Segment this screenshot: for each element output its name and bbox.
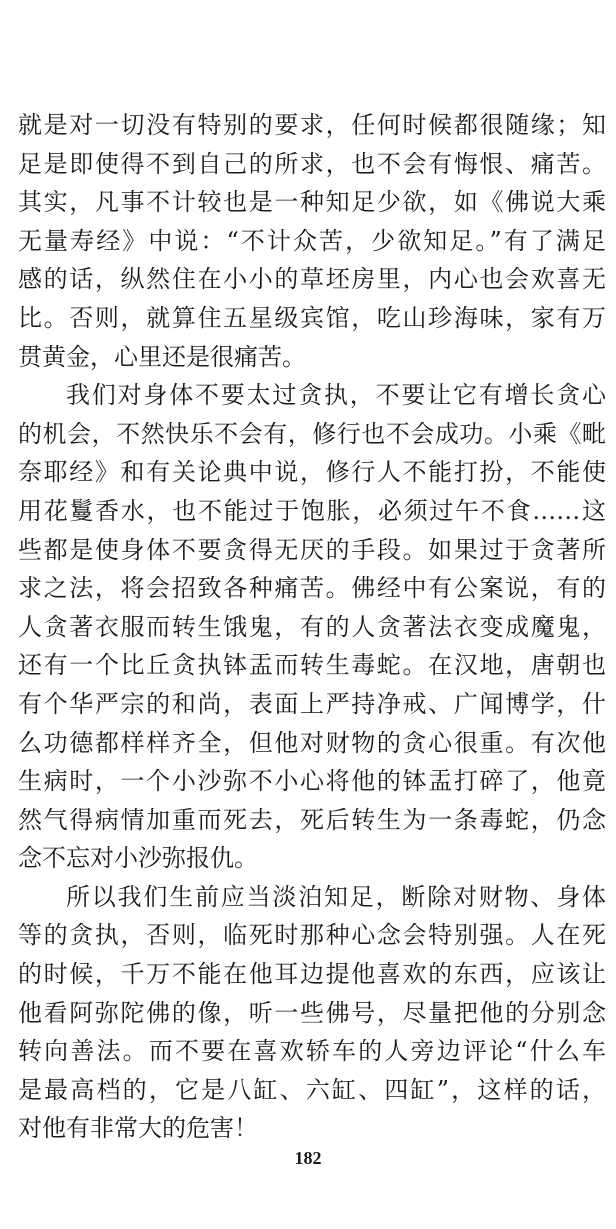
text-line: 的时候，千万不能在他耳边提他喜欢的东西，应该让	[18, 960, 606, 989]
text-line: 些都是使身体不要贪得无厌的手段。如果过于贪著所	[18, 535, 606, 564]
text-line: 他看阿弥陀佛的像，听一些佛号，尽量把他的分别念	[18, 998, 606, 1027]
text-line: 念不忘对小沙弥报仇。	[18, 844, 258, 873]
text-line: 有个华严宗的和尚，表面上严持净戒、广闻博学，什	[18, 689, 606, 718]
text-line: 用花鬘香水，也不能过于饱胀，必须过午不食……这	[18, 496, 606, 525]
text-line: 转向善法。而不要在喜欢轿车的人旁边评论“什么车	[18, 1037, 606, 1066]
text-line: 贯黄金，心里还是很痛苦。	[18, 342, 306, 371]
text-line: 么功德都样样齐全，但他对财物的贪心很重。有次他	[18, 728, 606, 757]
text-line: 奈耶经》和有关论典中说，修行人不能打扮，不能使	[18, 458, 606, 487]
body-text	[18, 106, 606, 1148]
text-line: 的机会，不然快乐不会有，修行也不会成功。小乘《毗	[18, 419, 606, 448]
text-line: 等的贪执，否则，临死时那种心念会特别强。人在死	[18, 921, 606, 950]
text-line: 其实，凡事不计较也是一种知足少欲，如《佛说大乘	[18, 188, 606, 217]
text-line: 对他有非常大的危害！	[18, 1114, 258, 1143]
text-line: 是最高档的，它是八缸、六缸、四缸”，这样的话，	[18, 1075, 606, 1104]
text-line: 比。否则，就算住五星级宾馆，吃山珍海味，家有万	[18, 303, 606, 332]
page-number: 182	[294, 1148, 322, 1168]
paragraph	[18, 878, 606, 1148]
text-line: 感的话，纵然住在小小的草坯房里，内心也会欢喜无	[18, 265, 606, 294]
text-line: 足是即使得不到自己的所求，也不会有悔恨、痛苦。	[18, 149, 606, 178]
text-line: 然气得病情加重而死去，死后转生为一条毒蛇，仍念	[18, 805, 606, 834]
paragraph	[18, 106, 606, 376]
text-line: 就是对一切没有特别的要求，任何时候都很随缘；知	[18, 111, 606, 139]
text-line: 人贪著衣服而转生饿鬼，有的人贪著法衣变成魔鬼，	[18, 612, 606, 641]
paragraph	[18, 376, 606, 878]
text-line: 所以我们生前应当淡泊知足，断除对财物、身体	[66, 882, 606, 911]
text-line: 生病时，一个小沙弥不小心将他的钵盂打碎了，他竟	[18, 767, 606, 796]
text-line: 求之法，将会招致各种痛苦。佛经中有公案说，有的	[18, 574, 606, 603]
text-line: 我们对身体不要太过贪执，不要让它有增长贪心	[66, 381, 606, 410]
text-line: 无量寿经》中说：“不计众苦，少欲知足。”有了满足	[18, 226, 606, 255]
text-line: 还有一个比丘贪执钵盂而转生毒蛇。在汉地，唐朝也	[18, 651, 606, 680]
